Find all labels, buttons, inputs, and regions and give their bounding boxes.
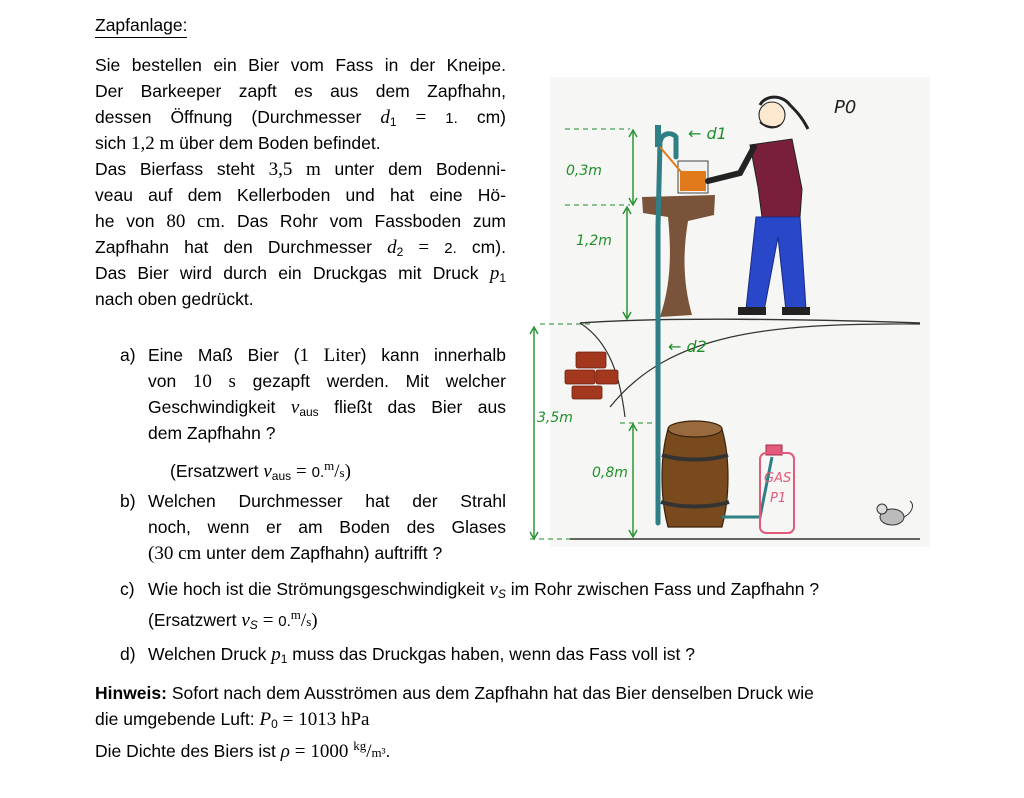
hint-line-2: die umgebende Luft: $P_0 = 1013$ hPa (95, 709, 370, 731)
intro-line-7: he von 80 cm. Das Rohr vom Fassboden zum (95, 211, 506, 232)
label-gas: GAS (764, 471, 792, 486)
intro-line-1: Sie bestellen ein Bier vom Fass in der Kneipe. (95, 55, 506, 75)
question-b-line-2: noch, wenn er am Boden des Glases (148, 517, 506, 537)
label-d1: ← d1 (688, 124, 727, 143)
intro-line-3: dessen Öffnung (Durchmesser $d_1 = 1$. cm) (95, 107, 506, 129)
label-1-2m: 1,2m (576, 233, 612, 249)
intro-line-2: Der Barkeeper zapft es aus dem Zapfhahn, (95, 81, 506, 101)
intro-line-8: Zapfhahn hat den Durchmesser $d_2 = 2$. cm). (95, 237, 506, 259)
beer-barrel (661, 421, 729, 527)
intro-line-5: Das Bierfass steht 3,5 m unter dem Bodenni- (95, 159, 506, 180)
label-p0: P0 (834, 97, 857, 118)
page-title: Zapfanlage: (95, 12, 187, 38)
intro-line-10: nach oben gedrückt. (95, 289, 254, 309)
label-0-8m: 0,8m (592, 465, 628, 481)
question-a-line-4: dem Zapfhahn ? (148, 423, 276, 443)
question-b-line-1: b) Welchen Durchmesser hat der Strahl (120, 491, 506, 511)
intro-line-4: sich 1,2 m über dem Boden befindet. (95, 133, 381, 154)
tap-spout (655, 125, 661, 147)
question-a-line-3: Geschwindigkeit $v_{aus}$ fließt das Bier aus (148, 397, 506, 419)
intro-line-6: veau auf dem Kellerboden und hat eine Hö- (95, 185, 506, 205)
label-p1: P1 (770, 491, 787, 506)
question-c-substitute-value: (Ersatzwert $v_S = 0.^m/s$) (148, 607, 318, 632)
hint-line-3: Die Dichte des Biers ist ρ = 1000 $^{kg}$/m³. (95, 738, 391, 762)
tap-system-illustration (510, 77, 930, 552)
label-d2: ← d2 (668, 337, 707, 356)
label-3-5m: 3,5m (537, 410, 573, 426)
intro-line-9: Das Bier wird durch ein Druckgas mit Druck $p_1$ (95, 263, 506, 285)
question-d-line-1: d) Welchen Druck $p_1$ muss das Druckgas haben, wenn das Fass voll ist ? (120, 644, 695, 666)
question-a-line-2: von 10 s gezapft werden. Mit welcher (148, 371, 506, 392)
beer-in-glass (680, 171, 706, 191)
question-c-line-1: c) Wie hoch ist die Strömungsgeschwindigkeit $v_S$ im Rohr zwischen Fass und Zapfhahn ? (120, 579, 820, 601)
question-a-substitute-value: (Ersatzwert $v_{aus} = 0.^m/s$) (170, 458, 351, 483)
question-a-line-1: a) Eine Maß Bier (1 Liter) kann innerhalb (120, 345, 506, 366)
question-b-line-3: (30 cm unter dem Zapfhahn) auftrifft ? (148, 543, 443, 564)
hint-line-1: Hinweis: Sofort nach dem Ausströmen aus dem Zapfhahn hat das Bier denselben Druck wie (95, 683, 814, 703)
label-0-3m: 0,3m (566, 163, 602, 179)
